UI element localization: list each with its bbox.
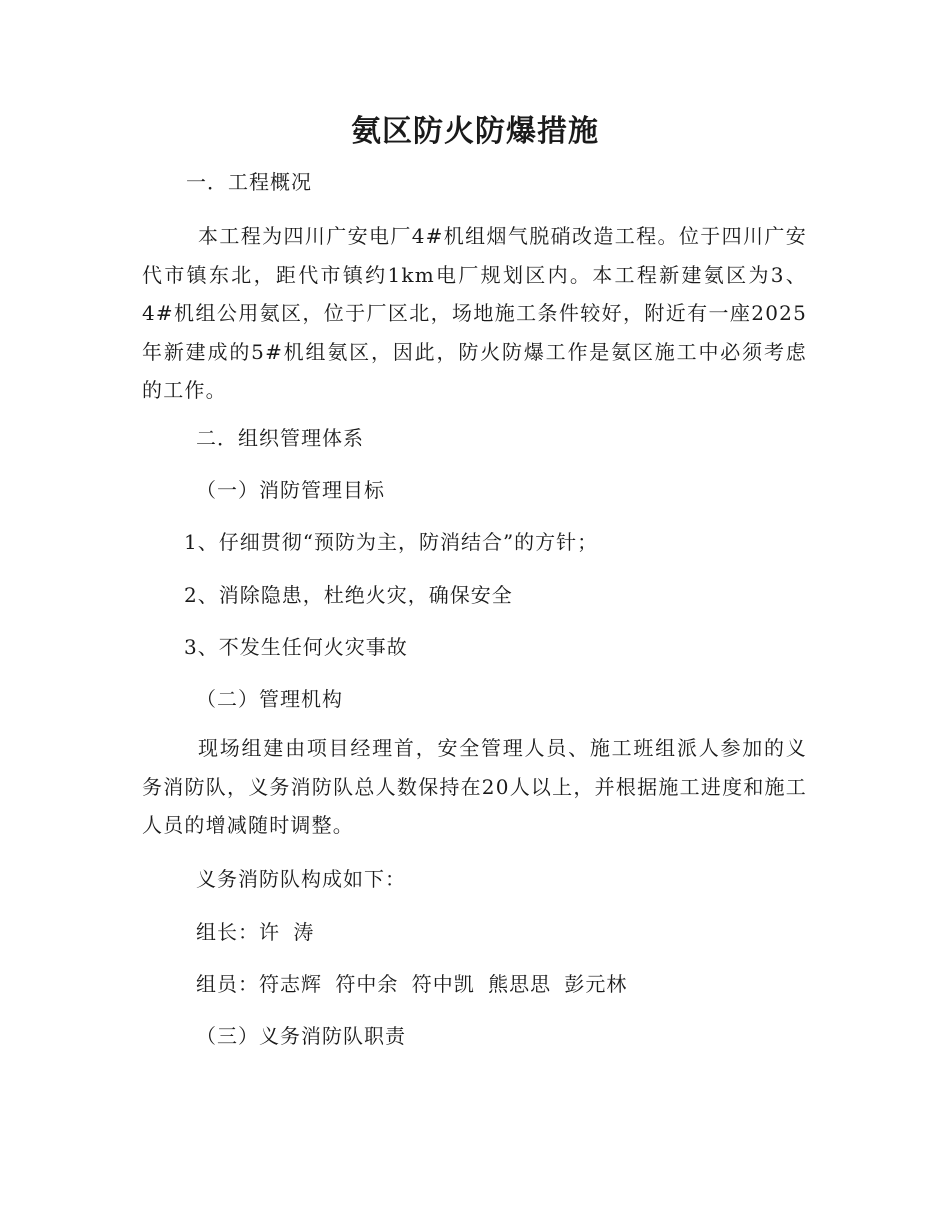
goal-item: 3、不发生任何火灾事故 (184, 635, 408, 659)
subsection-heading-duties: （三）义务消防队职责 (196, 1024, 406, 1048)
section-heading-organization: 二．组织管理体系 (196, 426, 364, 450)
subsection-heading-goals: （一）消防管理目标 (196, 478, 385, 502)
goal-item: 2、消除隐患，杜绝火灾，确保安全 (184, 583, 513, 607)
section-heading-overview: 一．工程概况 (186, 170, 312, 194)
team-intro: 义务消防队构成如下： (196, 867, 406, 891)
team-members: 组员：符志辉 符中余 符中凯 熊思思 彭元林 (196, 972, 628, 996)
team-leader: 组长：许 涛 (196, 920, 315, 944)
overview-paragraph: 本工程为四川广安电厂4#机组烟气脱硝改造工程。位于四川广安代市镇东北，距代市镇约1km电厂规划区内。本工程新建氨区为3、4#机组公用氨区，位于厂区北，场地施工条件较好，附近有一座2025年新建成的5#机组氨区，因此，防火防爆工作是氨区施工中必须考虑的工作。 (142, 224, 807, 402)
goal-item: 1、仔细贯彻“预防为主，防消结合”的方针； (184, 530, 599, 554)
document-title: 氨区防火防爆措施 (351, 114, 599, 149)
subsection-heading-organization: （二）管理机构 (196, 687, 343, 711)
organization-paragraph: 现场组建由项目经理首，安全管理人员、施工班组派人参加的义务消防队，义务消防队总人数保持在20人以上，并根据施工进度和施工人员的增减随时调整。 (142, 736, 807, 837)
